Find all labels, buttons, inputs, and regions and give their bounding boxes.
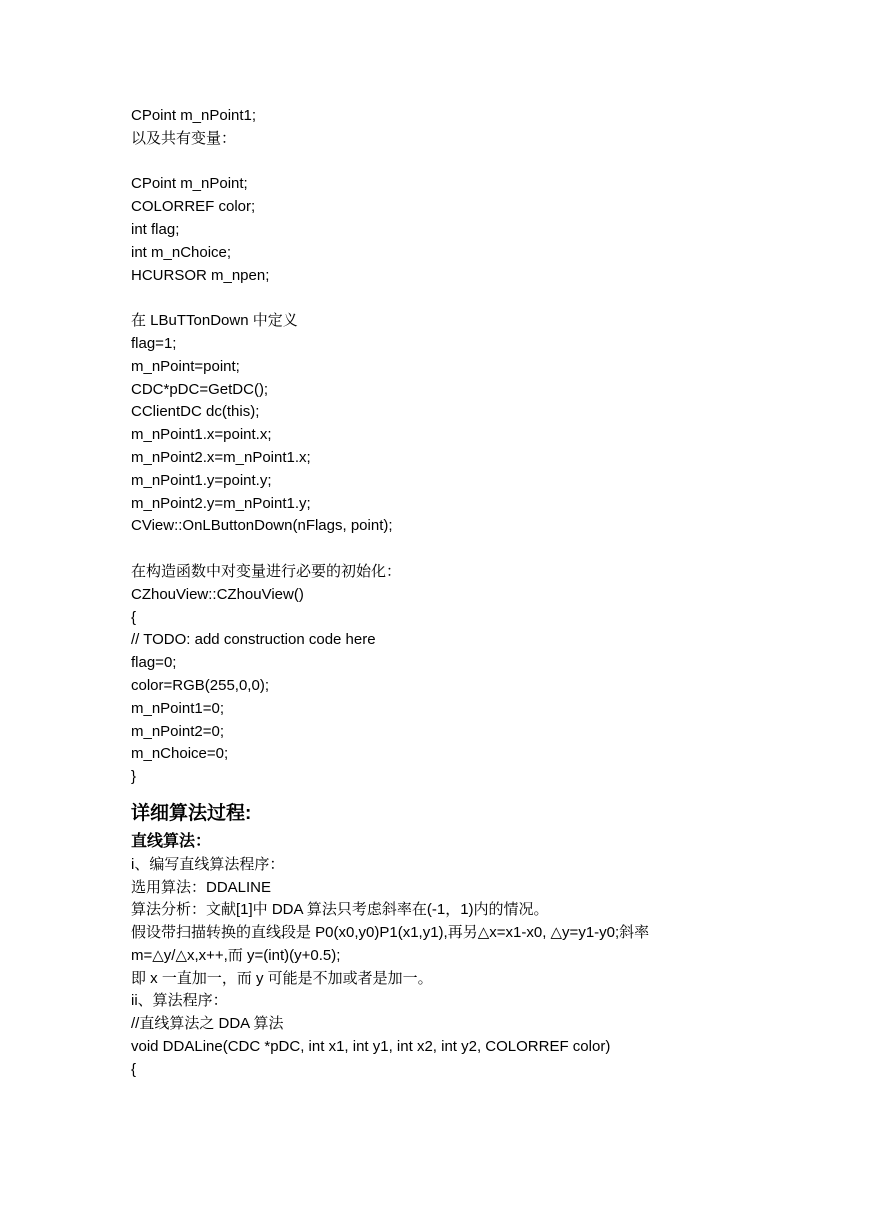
document-body	[131, 105, 771, 1082]
text-line: flag=1;	[131, 334, 177, 352]
text-line: m_nChoice=0;	[131, 745, 229, 763]
text-line: // TODO: add construction code here	[131, 631, 376, 649]
text-line: color=RGB(255,0,0);	[131, 676, 269, 694]
text-line: m_nPoint1.y=point.y;	[131, 471, 272, 489]
text-line: ii、算法程序：	[131, 992, 228, 1010]
text-line: m_nPoint2=0;	[131, 722, 224, 740]
text-line: 选用算法：DDALINE	[131, 878, 272, 896]
text-line: m_nPoint2.x=m_nPoint1.x;	[131, 448, 311, 466]
text-line: m_nPoint1=0;	[131, 699, 224, 717]
text-line: i、编写直线算法程序：	[131, 855, 285, 873]
text-line: CPoint m_nPoint;	[131, 175, 248, 193]
text-line: int m_nChoice;	[131, 243, 232, 261]
text-line: COLORREF color;	[131, 198, 256, 216]
text-line: //直线算法之 DDA 算法	[131, 1015, 284, 1033]
text-line: CClientDC dc(this);	[131, 403, 260, 421]
subsection-heading: 直线算法：	[131, 832, 212, 850]
blank-line	[131, 538, 771, 561]
text-line: m_nPoint2.y=m_nPoint1.y;	[131, 494, 311, 512]
text-line: 假设带扫描转换的直线段是 P0(x0,y0)P1(x1,y1),再另△x=x1-x0, △y=y1-y0;斜率	[131, 924, 650, 942]
text-line: {	[131, 608, 137, 626]
text-line: 在构造函数中对变量进行必要的初始化：	[131, 562, 402, 580]
text-line: 以及共有变量：	[131, 129, 237, 147]
text-line: CPoint m_nPoint1;	[131, 107, 257, 124]
text-line: 即 x 一直加一，而 y 可能是不加或者是加一。	[131, 969, 433, 987]
text-line: void DDALine(CDC *pDC, int x1, int y1, int x2, int y2, COLORREF color)	[131, 1038, 611, 1056]
text-line: m=△y/△x,x++,而 y=(int)(y+0.5);	[131, 946, 341, 964]
code-block-variables	[131, 105, 771, 789]
text-line: flag=0;	[131, 654, 177, 672]
text-line: }	[131, 768, 137, 786]
text-line: m_nPoint=point;	[131, 357, 240, 375]
text-line: 在 LBuTTonDown 中定义	[131, 312, 298, 330]
text-line: int flag;	[131, 220, 180, 238]
text-line: 算法分析：文献[1]中 DDA 算法只考虑斜率在(-1，1)内的情况。	[131, 901, 549, 919]
text-line: m_nPoint1.x=point.x;	[131, 426, 272, 444]
section-heading: 详细算法过程:	[131, 802, 252, 824]
text-line: HCURSOR m_npen;	[131, 266, 270, 284]
algorithm-section	[131, 854, 771, 1082]
blank-line	[131, 287, 771, 310]
text-line: CDC*pDC=GetDC();	[131, 380, 269, 398]
text-line: CView::OnLButtonDown(nFlags, point);	[131, 517, 393, 535]
text-line: {	[131, 1060, 137, 1078]
text-line: CZhouView::CZhouView()	[131, 585, 304, 603]
blank-line	[131, 151, 771, 174]
